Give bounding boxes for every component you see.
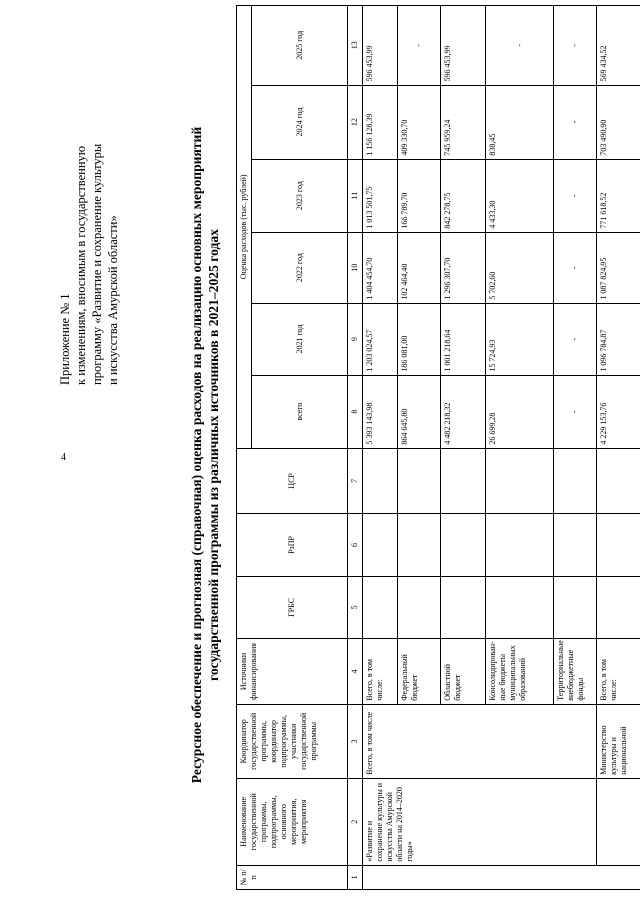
cell-value: - [554, 6, 597, 86]
cell-value: 1 001 218,64 [441, 303, 486, 375]
col-num: 1 [348, 865, 363, 889]
cell-value: - [554, 375, 597, 448]
cell-value: 842 278,75 [441, 159, 486, 232]
appendix-title: Приложение № 1 [58, 293, 72, 385]
cell-value: 864 645,80 [398, 375, 441, 448]
document-title [188, 25, 222, 885]
cell-value: - [398, 6, 441, 86]
cell-value: 703 490,90 [597, 85, 640, 159]
cell-value: 596 453,99 [441, 6, 486, 86]
header-sources: Источники финансирования [237, 639, 348, 705]
col-num: 3 [348, 704, 363, 778]
cell-value: - [554, 303, 597, 375]
cell-value: 4 482 218,32 [441, 375, 486, 448]
title-line-1: Ресурсное обеспечение и прогнозная (справочная) оценка расходов на реализацию основных мероприятий [189, 126, 204, 784]
header-grbs: ГРБС [237, 576, 348, 638]
header-rzpr: РзПР [237, 514, 348, 576]
cell-value: 1 013 501,75 [363, 159, 398, 232]
cell-value: 838,45 [486, 85, 554, 159]
appendix-text-line-2: программу «Развитие и сохранение культуры [90, 143, 104, 385]
col-num: 4 [348, 639, 363, 705]
page-number: 4 [61, 452, 66, 463]
cell-value: 102 464,40 [398, 232, 441, 303]
header-name: Наименование государственной программы, подпрограммы, основного мероприятия, мероприятия [237, 778, 348, 865]
appendix-header [57, 45, 121, 385]
cell-source: Территориальные внебюджетные фонды [554, 639, 597, 705]
header-2021: 2021 год [252, 303, 348, 375]
col-num: 10 [348, 232, 363, 303]
cell-value: 745 959,24 [441, 85, 486, 159]
cell-value: - [486, 6, 554, 86]
cell-value: 166 789,70 [398, 159, 441, 232]
header-2024: 2024 год [252, 85, 348, 159]
cell-value: - [554, 159, 597, 232]
header-estimate: Оценка расходов (тыс. рублей) [237, 6, 252, 449]
cell-value: 569 434,52 [597, 6, 640, 86]
cell-value: 1 156 128,39 [363, 85, 398, 159]
col-num: 7 [348, 448, 363, 514]
cell-source: Всего, в том числе: [597, 639, 640, 705]
cell-value: 186 081,00 [398, 303, 441, 375]
cell-source: Консолидирован-ные бюджеты муниципальных образований [486, 639, 554, 705]
col-num: 2 [348, 778, 363, 865]
title-line-2: государственной программы из различных источников в 2021–2025 годах [206, 229, 221, 681]
appendix-text-line-1: к изменениям, вносимым в государственную [74, 145, 88, 385]
cell-value: 771 618,52 [597, 159, 640, 232]
cell-value: 1 203 024,57 [363, 303, 398, 375]
cell-value: 1 096 784,87 [597, 303, 640, 375]
cell-value: 4 229 153,76 [597, 375, 640, 448]
cell-value: 15 724,93 [486, 303, 554, 375]
cell-value: - [554, 85, 597, 159]
expenses-table [236, 5, 640, 890]
header-2023: 2023 год [252, 159, 348, 232]
col-num: 8 [348, 375, 363, 448]
cell-source: Федеральный бюджет [398, 639, 441, 705]
cell-value: 5 702,60 [486, 232, 554, 303]
col-num: 13 [348, 6, 363, 86]
cell-source: Всего, в том числе: [363, 639, 398, 705]
col-num: 11 [348, 159, 363, 232]
header-coordinator: Координатор государственной программы, координатор подпрограммы, участники государственной программы [237, 704, 348, 778]
col-num: 6 [348, 514, 363, 576]
col-num: 9 [348, 303, 363, 375]
header-2022: 2022 год [252, 232, 348, 303]
cell-value: 4 433,30 [486, 159, 554, 232]
header-npp: № п/п [237, 865, 348, 889]
header-total: всего [252, 375, 348, 448]
cell-coordinator: Министерство культуры и национальной [597, 704, 640, 778]
cell-value: 596 453,99 [363, 6, 398, 86]
cell-program-name: «Развитие и сохранение культуры и искусства Амурской области на 2014–2020 годы» [363, 778, 597, 865]
cell-value: 1 404 454,70 [363, 232, 398, 303]
header-csr: ЦСР [237, 448, 348, 514]
appendix-text-line-3: и искусства Амурской области» [106, 215, 120, 385]
cell-value: 409 330,70 [398, 85, 441, 159]
header-row-1 [237, 6, 252, 890]
cell-value: 5 393 143,98 [363, 375, 398, 448]
cell-value: 26 699,28 [486, 375, 554, 448]
cell-value: 1 087 824,95 [597, 232, 640, 303]
header-2025: 2025 год [252, 6, 348, 86]
cell-coordinator: Всего, в том числе [363, 704, 597, 778]
column-number-row [348, 6, 363, 890]
cell-program-name [597, 778, 640, 865]
cell-npp [363, 865, 640, 889]
col-num: 12 [348, 85, 363, 159]
table-row [597, 6, 640, 890]
table-row [363, 6, 398, 890]
cell-source: Областной бюджет [441, 639, 486, 705]
cell-value: 1 296 307,70 [441, 232, 486, 303]
cell-value: - [554, 232, 597, 303]
col-num: 5 [348, 576, 363, 638]
